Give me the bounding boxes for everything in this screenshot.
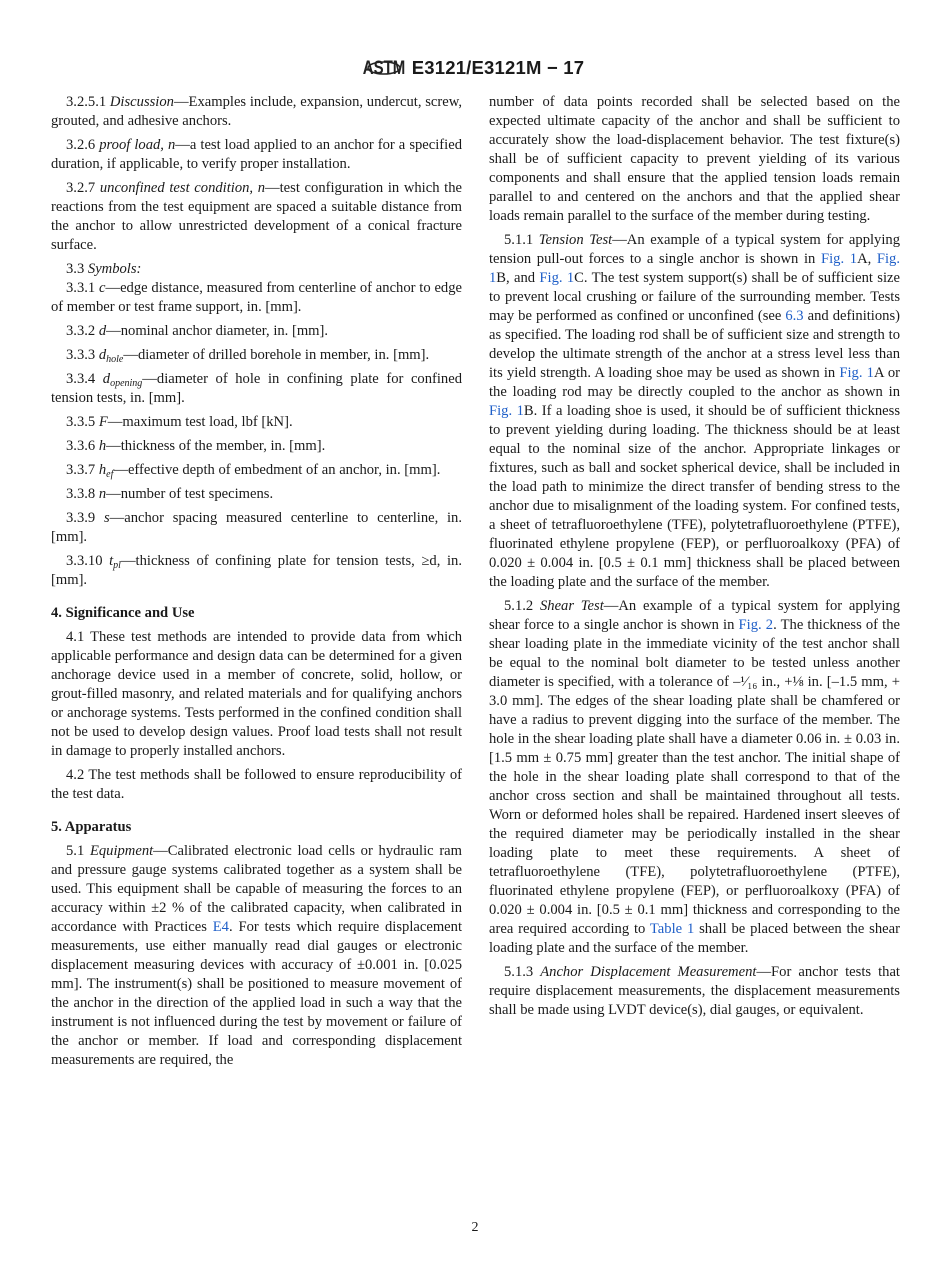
astm-logo-icon: [362, 52, 405, 84]
text-run: and definitions) as specified. The loading rod shall be of sufficient size and strength to develop the ultimate strength of the anchor at a stress level less than its yield strength. A loading shoe may be used as shown in: [489, 308, 900, 381]
italic-term: n: [98, 486, 107, 502]
text-run: 5.1: [66, 843, 90, 859]
italic-term: Anchor Displacement Measurement: [540, 964, 757, 980]
text-run: 5.1.2: [504, 598, 540, 614]
paragraph: [489, 963, 900, 1020]
paragraph: [51, 766, 462, 804]
text-run: —Calibrated electronic load cells or hydraulic ram and pressure gauge systems calibrated together as a system shall be used. This equipment shall be capable of measuring the forces to an accuracy within ±2 % of the calibrated capacity, when calibrated in accordance with Practices: [51, 843, 463, 935]
text-run: —thickness of the member, in. [mm].: [106, 438, 326, 454]
italic-term: d: [98, 347, 107, 363]
page-header: [0, 52, 950, 84]
text-run: —test configuration in which the reactions from the test equipment are spaced a suitable distance from the anchor to allow unrestricted development of a conical fracture surface.: [51, 180, 462, 253]
text-run: 3.3.5: [66, 414, 99, 430]
paragraph: [489, 93, 900, 226]
paragraph: [51, 346, 462, 365]
document-designation: E3121/E3121M − 17: [411, 57, 585, 78]
text-run: —effective depth of embedment of an anchor, in. [mm].: [113, 462, 441, 478]
text-run: —An example of a typical system for applying shear force to a single anchor is shown in: [489, 598, 901, 633]
section-heading: 4. Significance and Use: [51, 605, 195, 621]
text-run: 3.3.6: [66, 438, 99, 454]
text-run: number of data points recorded shall be selected based on the expected ultimate capacity of the anchor and shall be sufficient to accurately show the load-displacement behavior. The test fixture(s) shall be of sufficient capacity to prevent yielding of its various components and shall ensure that the applied tension loads remain parallel to and centered on the anchors and that the applied shear loads remain parallel to the surface of the member during testing.: [489, 94, 900, 224]
paragraph: [51, 509, 462, 547]
italic-term: Discussion: [109, 94, 174, 110]
paragraph: [489, 231, 900, 592]
text-run: 4.1 These test methods are intended to provide data from which applicable performance and design data can be determined for a given anchorage device used in a member of concrete, solid, hollow, or grout-filled masonry, and related materials and for qualifying anchors or anchorage systems. Tests performed in the confined condition shall not be used to develop design values. Proof load tests shall not result in damage to properly installed anchors.: [51, 629, 462, 759]
text-run: 3.3.7: [66, 462, 99, 478]
italic-term: Equipment: [89, 843, 154, 859]
italic-term: t: [109, 553, 114, 569]
text-run: —thickness of confining plate for tension tests, ≥d, in. [mm].: [51, 553, 462, 588]
text-run: B, and: [496, 270, 540, 286]
text-run: 3.3.10: [66, 553, 110, 569]
text-run: shall be placed between the shear loading plate and the surface of the member.: [489, 921, 900, 956]
text-run: 3.3.9: [66, 510, 104, 526]
text-run: —edge distance, measured from centerline of anchor to edge of member or test frame support, in. [mm].: [51, 280, 462, 315]
italic-term: h: [98, 438, 107, 454]
cross-reference-link[interactable]: Fig. 1: [539, 270, 575, 286]
italic-term: d: [98, 323, 107, 339]
page-number: 2: [471, 1220, 479, 1235]
text-run: —nominal anchor diameter, in. [mm].: [106, 323, 329, 339]
paragraph: [51, 370, 462, 408]
paragraph: [51, 485, 462, 504]
cross-reference-link[interactable]: Fig. 1: [821, 251, 858, 267]
text-run: —a test load applied to an anchor for a specified duration, if applicable, to verify proper installation.: [51, 137, 462, 172]
text-run: . The thickness of the shear loading plate in the immediate vicinity of the test anchor shall be equal to the nominal bolt diameter to be tested unless another diameter is specified, with a tolerance of –¹⁄₁₆ in., +⅛ in. [–1.5 mm, + 3.0 mm]. The edges of the shear loading plate shall be chamfered or have a radius to prevent digging into the surface of the member. The hole in the shear loading plate shall have a diameter 0.06 in. ± 0.03 in. [1.5 mm ± 0.75 mm] greater than the test anchor. The initial shape of the hole in the shear loading plate shall correspond to that of the anchor cross section and shall be maintained throughout all tests. Worn or deformed holes shall be repaired. Hardened insert sleeves of the required diameter may be periodically installed in the shear loading plate to meet these requirements. A sheet of tetrafluoroethylene (TFE), polytetrafluoroethylene (PTFE), fluorinated ethylene propylene (FEP), or perfluoroalkoxy (PFA) of 0.020 ± 0.004 in. [0.5 ± 0.1 mm] thickness and corresponding to the area required according to: [489, 617, 900, 937]
left-column: [51, 93, 462, 1075]
text-run: 3.3.4: [66, 371, 103, 387]
paragraph: [51, 437, 462, 456]
subscript: pl: [113, 560, 121, 571]
paragraph: [51, 279, 462, 317]
text-run: 3.2.7: [66, 180, 100, 196]
text-run: 3.3.2: [66, 323, 99, 339]
paragraph: [51, 628, 462, 761]
italic-term: F: [98, 414, 108, 430]
cross-reference-link[interactable]: Fig. 1: [489, 403, 524, 419]
text-run: 3.2.5.1: [66, 94, 110, 110]
paragraph: [51, 93, 462, 131]
text-run: 5.1.3: [504, 964, 541, 980]
italic-term: Tension Test: [538, 232, 613, 248]
text-run: —diameter of drilled borehole in member, in. [mm].: [123, 347, 430, 363]
italic-term: Shear Test: [539, 598, 604, 614]
cross-reference-link[interactable]: Fig. 2: [738, 617, 774, 633]
paragraph: [51, 461, 462, 480]
text-run: —diameter of hole in confining plate for confined tension tests, in. [mm].: [51, 371, 462, 406]
text-run: 4.2 The test methods shall be followed to ensure reproducibility of the test data.: [51, 767, 462, 802]
text-run: —Examples include, expansion, undercut, screw, grouted, and adhesive anchors.: [51, 94, 462, 129]
text-run: A,: [857, 251, 877, 267]
text-run: 3.2.6: [66, 137, 100, 153]
right-column: [489, 93, 900, 1025]
cross-reference-link[interactable]: 6.3: [785, 308, 804, 324]
svg-text:ASTM: ASTM: [362, 56, 405, 79]
cross-reference-link[interactable]: Fig. 1: [839, 365, 874, 381]
italic-term: proof load, n: [99, 137, 176, 153]
text-run: 3.3.3: [66, 347, 99, 363]
section-heading: 5. Apparatus: [51, 819, 132, 835]
cross-reference-link[interactable]: E4: [212, 919, 229, 935]
italic-term: unconfined test condition, n: [99, 180, 266, 196]
text-run: B. If a loading shoe is used, it should be of sufficient thickness to prevent yielding during loading. The thickness should be at least equal to the nominal size of the anchor. Appropriate linkages or fixtures, such as ball and socket spherical device, shall be included in the load path to minimize the direct transfer of bending stress to the anchor due to misalignment of the loading system. For confined tests, a sheet of tetrafluoroethylene (TFE), polytetrafluoroethylene (PTFE), fluorinated ethylene propylene (FEP), or perfluoroalkoxy (PFA) of 0.020 ± 0.004 in. [0.5 ± 0.1 mm] thickness shall be placed between the loading plate and the surface of the member.: [489, 403, 901, 590]
paragraph: [51, 842, 462, 1070]
paragraph: [489, 597, 900, 958]
subscript: hole: [106, 354, 124, 365]
paragraph: [51, 552, 462, 590]
text-run: —For anchor tests that require displacement measurements, the displacement measurements shall be made using LVDT device(s), dial gauges, or equivalent.: [489, 964, 900, 1018]
text-run: C. The test system support(s) shall be of sufficient size to prevent local crushing or failure of the surrounding member. Tests may be performed as confined or unconfined (see: [489, 270, 900, 324]
paragraph: [51, 322, 462, 341]
subscript: ef: [106, 469, 114, 480]
italic-term: Symbols:: [87, 261, 142, 277]
paragraph: [51, 260, 462, 279]
italic-term: s: [103, 510, 110, 526]
text-run: 3.3.1: [66, 280, 99, 296]
cross-reference-link[interactable]: Fig. 1: [489, 251, 901, 286]
text-run: —anchor spacing measured centerline to centerline, in. [mm].: [51, 510, 462, 545]
text-run: A or the loading rod may be directly coupled to the anchor as shown in: [489, 365, 901, 400]
paragraph: [51, 413, 462, 432]
paragraph: [51, 136, 462, 174]
text-run: . For tests which require displacement measurements, use either manually read dial gauges or electronic displacement measuring devices with accuracy of ±0.001 in. [0.025 mm]. The instrument(s) shall be positioned to measure movement of the anchor in the direction of the applied load in such a way that the instrument is not influenced during the test by movement or failure of the anchor or member. If load and corresponding displacement measurements are required, the: [51, 919, 462, 1068]
cross-reference-link[interactable]: Table 1: [649, 921, 695, 937]
text-run: 3.3.8: [66, 486, 99, 502]
text-run: —number of test specimens.: [106, 486, 274, 502]
italic-term: c: [98, 280, 106, 296]
italic-term: h: [98, 462, 107, 478]
italic-term: d: [102, 371, 111, 387]
text-run: —maximum test load, lbf [kN].: [107, 414, 293, 430]
text-run: 3.3: [66, 261, 88, 277]
text-run: 5.1.1: [504, 232, 539, 248]
subscript: opening: [110, 378, 143, 389]
text-run: —An example of a typical system for applying tension pull-out forces to a single anchor is shown in: [489, 232, 901, 267]
paragraph: [51, 179, 462, 255]
